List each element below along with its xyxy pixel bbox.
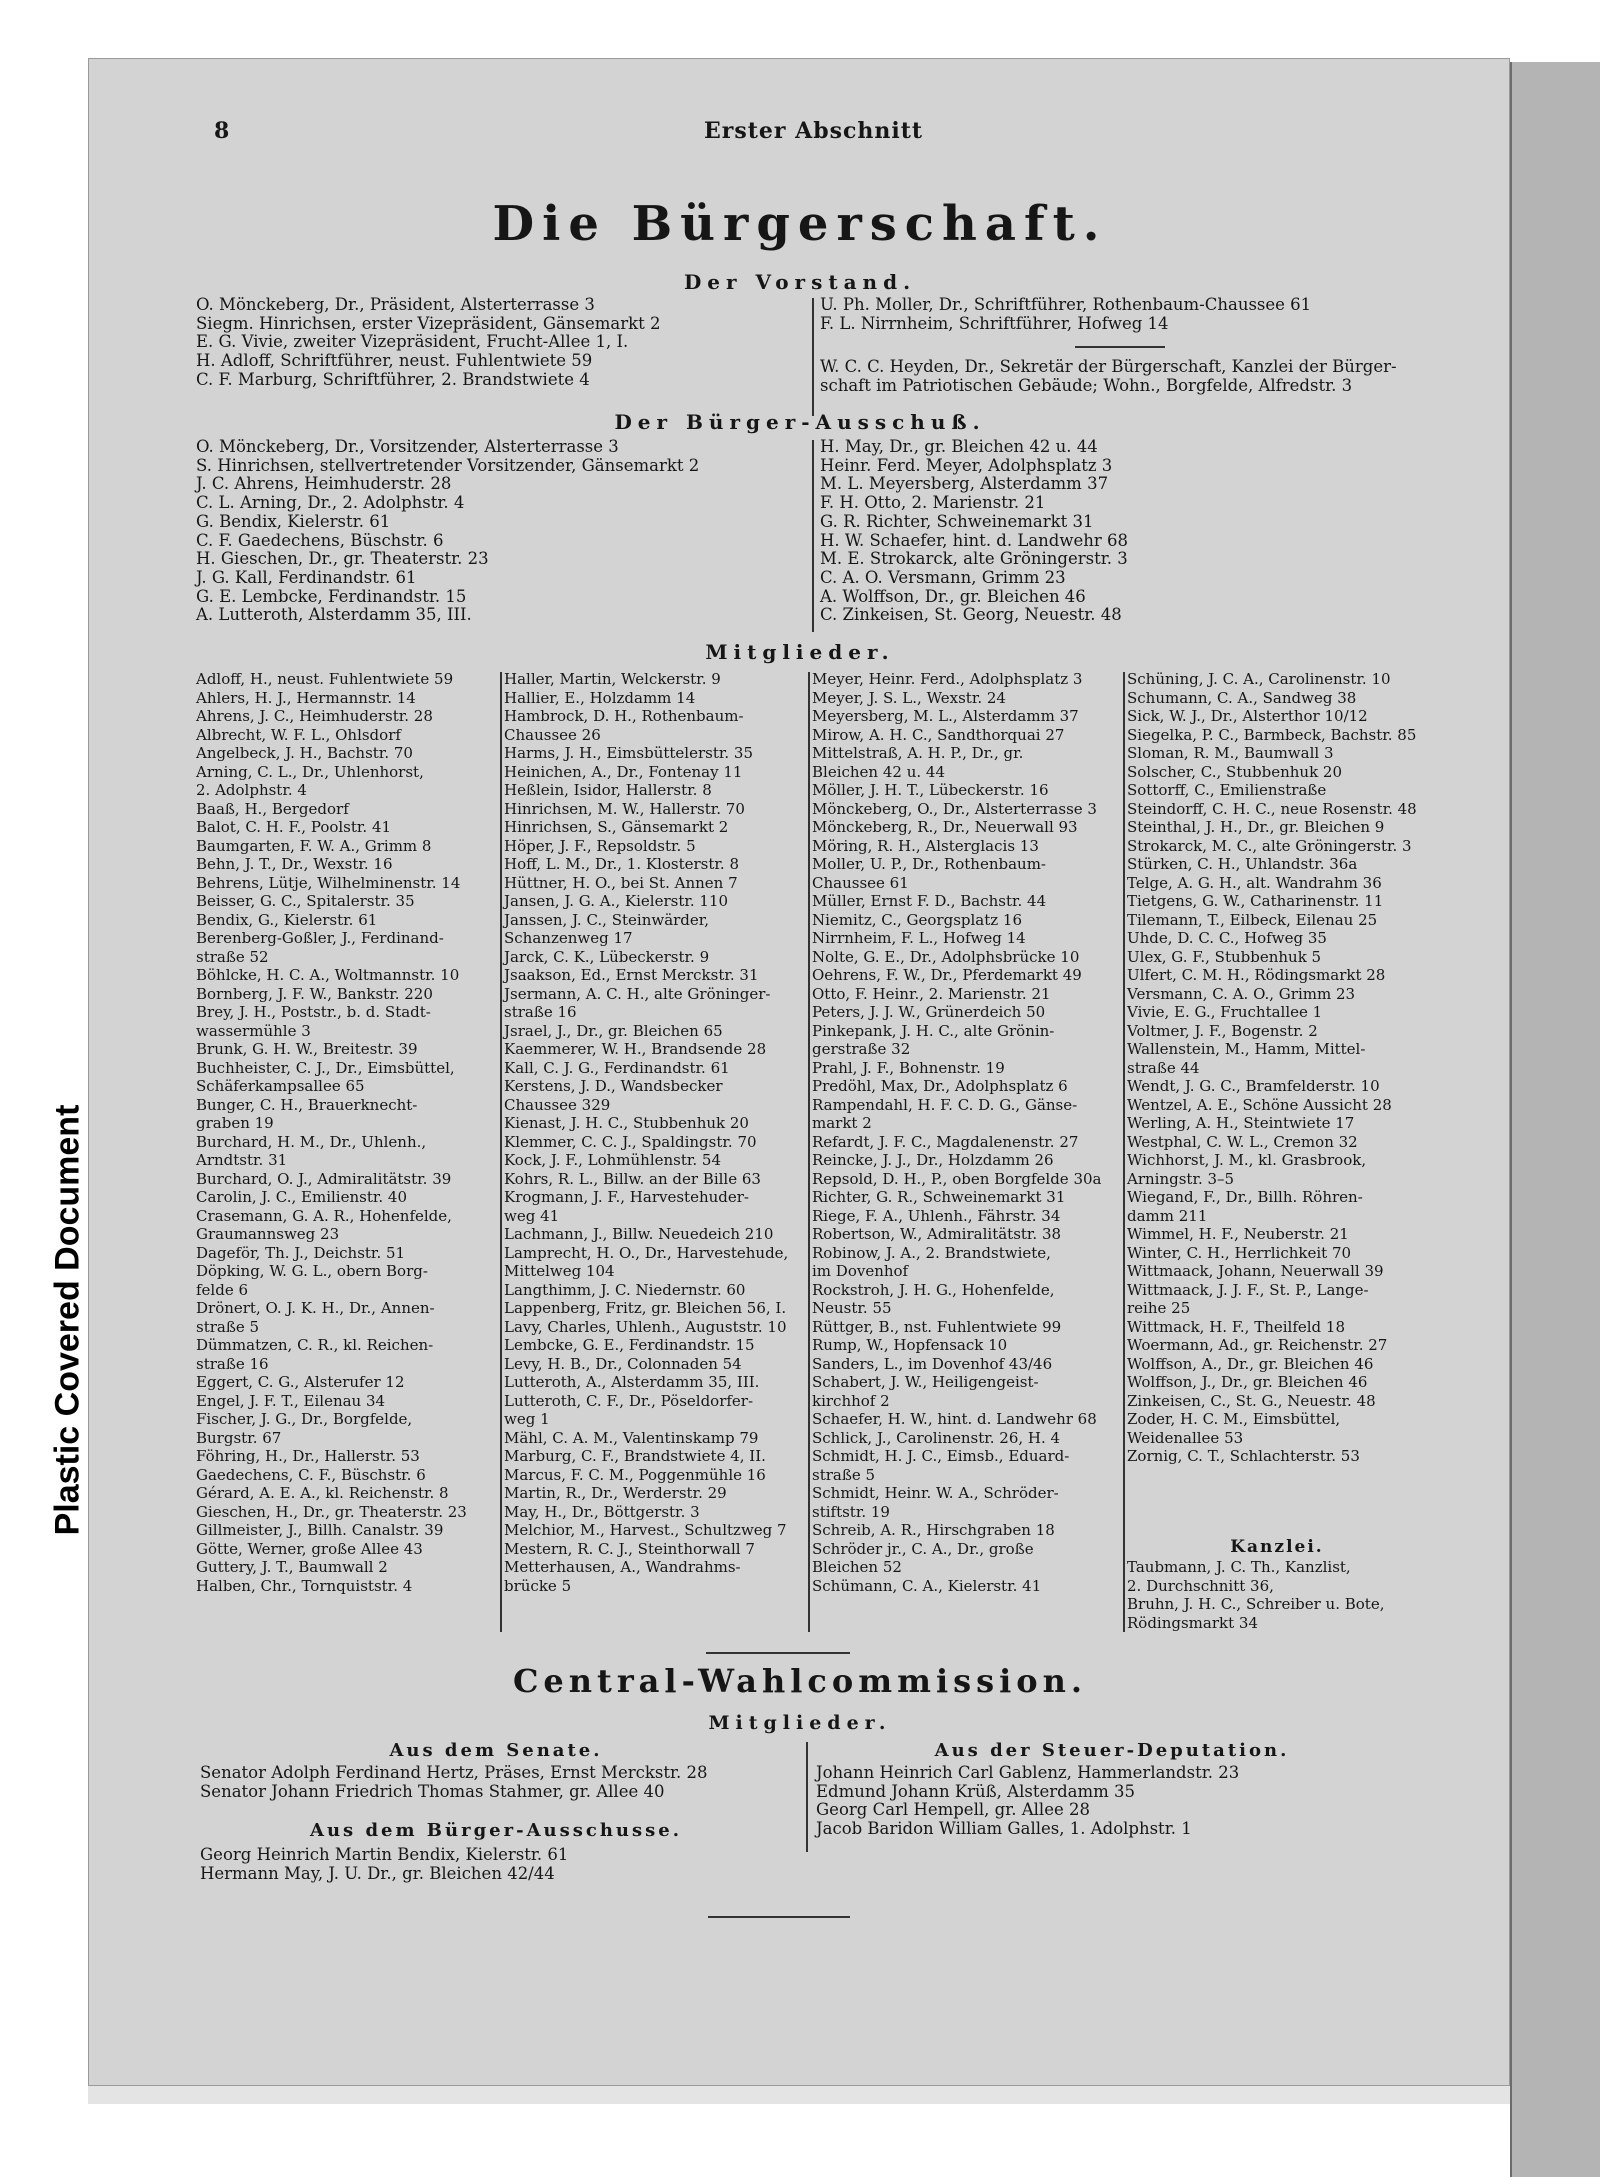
entry-line: Schümann, C. A., Kielerstr. 41 bbox=[812, 1576, 1042, 1595]
entry-line: Chaussee 26 bbox=[504, 725, 601, 744]
entry-line: Siegm. Hinrichsen, erster Vizepräsident, Gänsemarkt 2 bbox=[196, 313, 661, 333]
entry-line: Neustr. 55 bbox=[812, 1299, 892, 1317]
kanzlei-heading: Kanzlei. bbox=[1230, 1537, 1324, 1557]
column-divider bbox=[808, 672, 810, 1632]
entry-line: Wiegand, F., Dr., Billh. Röhren- bbox=[1127, 1188, 1363, 1206]
entry-line: Jacob Baridon William Galles, 1. Adolphstr. 1 bbox=[816, 1819, 1192, 1839]
entry-line: Kienast, J. H. C., Stubbenhuk 20 bbox=[504, 1114, 749, 1132]
entry-line: Vivie, E. G., Fruchtallee 1 bbox=[1127, 1003, 1323, 1021]
entry-line: Harms, J. H., Eimsbüttelerstr. 35 bbox=[504, 744, 754, 762]
entry-line: Meyer, J. S. L., Wexstr. 24 bbox=[812, 688, 1006, 707]
vorstand-left-list bbox=[196, 296, 660, 390]
entry-line: Balot, C. H. F., Poolstr. 41 bbox=[196, 818, 392, 836]
entry-line: Kall, C. J. G., Ferdinandstr. 61 bbox=[504, 1058, 730, 1077]
members-column-4 bbox=[1127, 670, 1417, 1466]
entry-line: Müller, Ernst F. D., Bachstr. 44 bbox=[812, 892, 1047, 910]
running-head: Erster Abschnitt bbox=[704, 118, 924, 144]
entry-line: markt 2 bbox=[812, 1114, 872, 1132]
entry-line: A. Wolffson, Dr., gr. Bleichen 46 bbox=[820, 586, 1086, 606]
entry-line: Nolte, G. E., Dr., Adolphsbrücke 10 bbox=[812, 947, 1080, 966]
entry-line: Wittmaack, J. J. F., St. P., Lange- bbox=[1127, 1280, 1369, 1299]
entry-line: Lamprecht, H. O., Dr., Harvestehude, bbox=[504, 1243, 789, 1262]
entry-line: E. G. Vivie, zweiter Vizepräsident, Frucht-Allee 1, I. bbox=[196, 332, 629, 352]
members-column-2 bbox=[504, 670, 788, 1595]
entry-line: Gillmeister, J., Billh. Canalstr. 39 bbox=[196, 1521, 444, 1539]
entry-line: Kerstens, J. D., Wandsbecker bbox=[504, 1077, 723, 1095]
entry-line: Georg Heinrich Martin Bendix, Kielerstr. 61 bbox=[200, 1845, 569, 1864]
section-heading-mitglieder: Mitglieder. bbox=[705, 640, 895, 664]
entry-line: Hinrichsen, S., Gänsemarkt 2 bbox=[504, 818, 729, 836]
entry-line: Lembcke, G. E., Ferdinandstr. 15 bbox=[504, 1336, 755, 1354]
entry-line: Mittelweg 104 bbox=[504, 1262, 615, 1280]
entry-line: reihe 25 bbox=[1127, 1299, 1191, 1317]
entry-line: Marcus, F. C. M., Poggenmühle 16 bbox=[504, 1465, 766, 1484]
entry-line: Levy, H. B., Dr., Colonnaden 54 bbox=[504, 1354, 742, 1373]
entry-line: M. L. Meyersberg, Alsterdamm 37 bbox=[820, 474, 1109, 494]
entry-line: Gérard, A. E. A., kl. Reichenstr. 8 bbox=[196, 1484, 449, 1502]
column-divider bbox=[812, 440, 814, 632]
entry-line: Westphal, C. W. L., Cremon 32 bbox=[1127, 1132, 1358, 1151]
entry-line: stiftstr. 19 bbox=[812, 1502, 890, 1521]
entry-line: Angelbeck, J. H., Bachstr. 70 bbox=[196, 744, 413, 762]
entry-line: Sanders, L., im Dovenhof 43/46 bbox=[812, 1354, 1053, 1373]
entry-line: J. C. Ahrens, Heimhuderstr. 28 bbox=[196, 474, 452, 494]
steuer-heading: Aus der Steuer-Deputation. bbox=[934, 1740, 1290, 1761]
entry-line: Möring, R. H., Alsterglacis 13 bbox=[812, 836, 1039, 855]
entry-line: Mönckeberg, R., Dr., Neuerwall 93 bbox=[812, 818, 1078, 836]
entry-line: Robinow, J. A., 2. Brandstwiete, bbox=[812, 1243, 1051, 1262]
entry-line: Arndtstr. 31 bbox=[196, 1151, 288, 1169]
entry-line: Uhde, D. C. C., Hofweg 35 bbox=[1127, 929, 1327, 947]
entry-line: Lavy, Charles, Uhlenh., Auguststr. 10 bbox=[504, 1317, 787, 1336]
section-heading-ausschuss: Der Bürger-Ausschuß. bbox=[614, 410, 986, 434]
entry-line: Senator Adolph Ferdinand Hertz, Präses, Ernst Merckstr. 28 bbox=[200, 1763, 708, 1782]
entry-line: Wolffson, J., Dr., gr. Bleichen 46 bbox=[1127, 1373, 1368, 1391]
kanzlei-list bbox=[1127, 1558, 1384, 1632]
entry-line: Beisser, G. C., Spitalerstr. 35 bbox=[196, 892, 415, 910]
entry-line: Tietgens, G. W., Catharinenstr. 11 bbox=[1127, 892, 1384, 910]
entry-line: Weidenallee 53 bbox=[1127, 1428, 1244, 1447]
entry-line: Möller, J. H. T., Lübeckerstr. 16 bbox=[812, 781, 1049, 799]
senat-list bbox=[200, 1764, 708, 1801]
entry-line: Meyersberg, M. L., Alsterdamm 37 bbox=[812, 707, 1079, 725]
entry-line: Behn, J. T., Dr., Wexstr. 16 bbox=[196, 855, 393, 873]
entry-line: im Dovenhof bbox=[812, 1262, 909, 1280]
entry-line: schaft im Patriotischen Gebäude; Wohn., Borgfelde, Alfredstr. 3 bbox=[820, 375, 1353, 395]
entry-line: Albrecht, W. F. L., Ohlsdorf bbox=[196, 725, 401, 744]
entry-line: Burchard, O. J., Admiralitätstr. 39 bbox=[196, 1169, 452, 1188]
entry-line: Janssen, J. C., Steinwärder, bbox=[504, 910, 710, 929]
entry-line: Graumannsweg 23 bbox=[196, 1225, 340, 1243]
entry-line: Bunger, C. H., Brauerknecht- bbox=[196, 1095, 418, 1114]
entry-line: W. C. C. Heyden, Dr., Sekretär der Bürgerschaft, Kanzlei der Bürger- bbox=[820, 357, 1397, 376]
entry-line: Robertson, W., Admiralitätstr. 38 bbox=[812, 1225, 1062, 1243]
entry-line: Wolffson, A., Dr., gr. Bleichen 46 bbox=[1127, 1354, 1374, 1373]
entry-line: Stürken, C. H., Uhlandstr. 36a bbox=[1127, 855, 1358, 873]
closing-rule bbox=[708, 1916, 850, 1918]
margin-label: Plastic Covered Document bbox=[48, 1104, 87, 1536]
entry-line: Kock, J. F., Lohmühlenstr. 54 bbox=[504, 1151, 722, 1169]
entry-line: Steinthal, J. H., Dr., gr. Bleichen 9 bbox=[1127, 818, 1385, 836]
entry-line: Behrens, Lütje, Wilhelminenstr. 14 bbox=[196, 873, 461, 892]
steuer-list bbox=[816, 1764, 1239, 1839]
entry-line: Peters, J. J. W., Grünerdeich 50 bbox=[812, 1003, 1046, 1021]
entry-line: Bruhn, J. H. C., Schreiber u. Bote, bbox=[1127, 1595, 1385, 1613]
entry-line: Klemmer, C. C. J., Spaldingstr. 70 bbox=[504, 1132, 757, 1151]
entry-line: May, H., Dr., Böttgerstr. 3 bbox=[504, 1502, 700, 1521]
entry-line: Götte, Werner, große Allee 43 bbox=[196, 1539, 423, 1558]
entry-line: Buchheister, C. J., Dr., Eimsbüttel, bbox=[196, 1058, 455, 1077]
entry-line: Nirrnheim, F. L., Hofweg 14 bbox=[812, 929, 1026, 947]
entry-line: kirchhof 2 bbox=[812, 1391, 890, 1410]
entry-line: brücke 5 bbox=[504, 1576, 572, 1595]
entry-line: F. L. Nirrnheim, Schriftführer, Hofweg 14 bbox=[820, 313, 1169, 333]
entry-line: O. Mönckeberg, Dr., Präsident, Alsterterrasse 3 bbox=[196, 295, 595, 314]
entry-line: Halben, Chr., Tornquiststr. 4 bbox=[196, 1576, 413, 1595]
entry-line: C. Zinkeisen, St. Georg, Neuestr. 48 bbox=[820, 605, 1122, 625]
entry-line: Bleichen 42 u. 44 bbox=[812, 762, 946, 781]
members-column-3 bbox=[812, 670, 1101, 1595]
entry-line: Ulex, G. F., Stubbenhuk 5 bbox=[1127, 947, 1322, 966]
entry-line: Rüttger, B., nst. Fuhlentwiete 99 bbox=[812, 1317, 1062, 1336]
entry-line: G. R. Richter, Schweinemarkt 31 bbox=[820, 511, 1094, 531]
entry-line: Taubmann, J. C. Th., Kanzlist, bbox=[1127, 1558, 1351, 1576]
entry-line: U. Ph. Moller, Dr., Schriftführer, Rothenbaum-Chaussee 61 bbox=[820, 295, 1312, 314]
entry-line: Wentzel, A. E., Schöne Aussicht 28 bbox=[1127, 1095, 1392, 1114]
entry-line: J. G. Kall, Ferdinandstr. 61 bbox=[196, 567, 417, 587]
entry-line: 2. Durchschnitt 36, bbox=[1127, 1576, 1274, 1595]
entry-line: Schreib, A. R., Hirschgraben 18 bbox=[812, 1521, 1055, 1539]
entry-line: Hinrichsen, M. W., Hallerstr. 70 bbox=[504, 799, 745, 818]
entry-line: Jarck, C. K., Lübeckerstr. 9 bbox=[504, 947, 710, 966]
entry-line: Drönert, O. J. K. H., Dr., Annen- bbox=[196, 1299, 435, 1317]
entry-line: Heinr. Ferd. Meyer, Adolphsplatz 3 bbox=[820, 455, 1113, 475]
entry-line: Böhlcke, H. C. A., Woltmannstr. 10 bbox=[196, 966, 460, 984]
entry-line: Ulfert, C. M. H., Rödingsmarkt 28 bbox=[1127, 966, 1386, 984]
entry-line: Wittmack, H. F., Theilfeld 18 bbox=[1127, 1317, 1346, 1336]
entry-line: Gieschen, H., Dr., gr. Theaterstr. 23 bbox=[196, 1502, 467, 1521]
ausschuss-left-list bbox=[196, 438, 699, 625]
entry-line: Hallier, E., Holzdamm 14 bbox=[504, 688, 696, 707]
entry-line: Richter, G. R., Schweinemarkt 31 bbox=[812, 1188, 1066, 1206]
entry-line: Wallenstein, M., Hamm, Mittel- bbox=[1127, 1040, 1366, 1058]
entry-line: C. L. Arning, Dr., 2. Adolphstr. 4 bbox=[196, 493, 465, 513]
entry-line: Dümmatzen, C. R., kl. Reichen- bbox=[196, 1336, 434, 1354]
entry-line: Zornig, C. T., Schlachterstr. 53 bbox=[1127, 1447, 1360, 1465]
entry-line: Wendt, J. G. C., Bramfelderstr. 10 bbox=[1127, 1077, 1380, 1095]
entry-line: Schumann, C. A., Sandweg 38 bbox=[1127, 688, 1357, 707]
entry-line: Reincke, J. J., Dr., Holzdamm 26 bbox=[812, 1151, 1054, 1169]
entry-line: Wichhorst, J. M., kl. Grasbrook, bbox=[1127, 1151, 1367, 1169]
entry-line: straße 5 bbox=[812, 1465, 876, 1484]
entry-line: Dageför, Th. J., Deichstr. 51 bbox=[196, 1243, 406, 1262]
entry-line: Hoff, L. M., Dr., 1. Klosterstr. 8 bbox=[504, 855, 739, 873]
entry-line: M. E. Strokarck, alte Gröningerstr. 3 bbox=[820, 549, 1128, 569]
entry-line: Prahl, J. F., Bohnenstr. 19 bbox=[812, 1058, 1005, 1077]
entry-line: gerstraße 32 bbox=[812, 1040, 911, 1058]
entry-line: Schüning, J. C. A., Carolinenstr. 10 bbox=[1127, 670, 1391, 688]
entry-line: Kohrs, R. L., Billw. an der Bille 63 bbox=[504, 1169, 761, 1188]
senat-heading: Aus dem Senate. bbox=[389, 1740, 603, 1761]
page-shadow bbox=[88, 2086, 1510, 2104]
column-divider bbox=[806, 1742, 808, 1852]
entry-line: Lachmann, J., Billw. Neuedeich 210 bbox=[504, 1225, 774, 1243]
entry-line: Krogmann, J. F., Harvestehuder- bbox=[504, 1188, 749, 1206]
entry-line: Versmann, C. A. O., Grimm 23 bbox=[1127, 984, 1356, 1003]
entry-line: Brunk, G. H. W., Breitestr. 39 bbox=[196, 1040, 418, 1058]
column-divider bbox=[1123, 672, 1125, 1632]
entry-line: S. Hinrichsen, stellvertretender Vorsitzender, Gänsemarkt 2 bbox=[196, 455, 700, 475]
entry-line: C. A. O. Versmann, Grimm 23 bbox=[820, 567, 1066, 587]
entry-line: Winter, C. H., Herrlichkeit 70 bbox=[1127, 1243, 1352, 1262]
entry-line: Schmidt, Heinr. W. A., Schröder- bbox=[812, 1484, 1059, 1502]
entry-line: Werling, A. H., Steintwiete 17 bbox=[1127, 1114, 1355, 1132]
entry-line: Schabert, J. W., Heiligengeist- bbox=[812, 1373, 1039, 1391]
entry-line: Refardt, J. F. C., Magdalenenstr. 27 bbox=[812, 1132, 1079, 1151]
ausschuss-subheading: Aus dem Bürger-Ausschusse. bbox=[309, 1820, 683, 1841]
entry-line: Siegelka, P. C., Barmbeck, Bachstr. 85 bbox=[1127, 725, 1417, 744]
entry-line: straße 16 bbox=[504, 1003, 577, 1021]
entry-line: H. Gieschen, Dr., gr. Theaterstr. 23 bbox=[196, 549, 489, 569]
entry-line: damm 211 bbox=[1127, 1206, 1208, 1225]
entry-line: Schäferkampsallee 65 bbox=[196, 1077, 365, 1095]
entry-line: felde 6 bbox=[196, 1280, 249, 1299]
entry-line: Sick, W. J., Dr., Alsterthor 10/12 bbox=[1127, 707, 1368, 725]
entry-line: Meyer, Heinr. Ferd., Adolphsplatz 3 bbox=[812, 670, 1083, 688]
entry-line: Bleichen 52 bbox=[812, 1558, 902, 1576]
entry-line: Steindorff, C. H. C., neue Rosenstr. 48 bbox=[1127, 799, 1417, 818]
members-column-1 bbox=[196, 670, 467, 1595]
entry-line: Bendix, G., Kielerstr. 61 bbox=[196, 910, 378, 929]
entry-line: Edmund Johann Krüß, Alsterdamm 35 bbox=[816, 1781, 1136, 1801]
entry-line: Lutteroth, A., Alsterdamm 35, III. bbox=[504, 1373, 760, 1391]
entry-line: Baumgarten, F. W. A., Grimm 8 bbox=[196, 836, 432, 855]
entry-line: Gaedechens, C. F., Büschstr. 6 bbox=[196, 1465, 426, 1484]
entry-line: Arningstr. 3–5 bbox=[1127, 1169, 1235, 1188]
entry-line: Hüttner, H. O., bei St. Annen 7 bbox=[504, 873, 738, 892]
entry-line: Crasemann, G. A. R., Hohenfelde, bbox=[196, 1206, 452, 1225]
entry-line: Lutteroth, C. F., Dr., Pöseldorfer- bbox=[504, 1391, 754, 1410]
entry-line: G. E. Lembcke, Ferdinandstr. 15 bbox=[196, 586, 467, 606]
adjacent-page-edge bbox=[1510, 62, 1600, 2177]
entry-line: Heinichen, A., Dr., Fontenay 11 bbox=[504, 762, 743, 781]
entry-line: straße 52 bbox=[196, 947, 269, 966]
entry-line: Rödingsmarkt 34 bbox=[1127, 1613, 1258, 1632]
entry-line: Niemitz, C., Georgsplatz 16 bbox=[812, 910, 1023, 929]
entry-line: Moller, U. P., Dr., Rothenbaum- bbox=[812, 855, 1046, 873]
entry-line: F. H. Otto, 2. Marienstr. 21 bbox=[820, 493, 1046, 513]
entry-line: Lappenberg, Fritz, gr. Bleichen 56, I. bbox=[504, 1299, 787, 1317]
entry-line: Mittelstraß, A. H. P., Dr., gr. bbox=[812, 744, 1024, 762]
entry-line: Otto, F. Heinr., 2. Marienstr. 21 bbox=[812, 984, 1051, 1003]
entry-line: Zinkeisen, C., St. G., Neuestr. 48 bbox=[1127, 1391, 1376, 1410]
entry-line: 2. Adolphstr. 4 bbox=[196, 781, 307, 799]
column-divider bbox=[812, 298, 814, 416]
entry-line: C. F. Gaedechens, Büschstr. 6 bbox=[196, 530, 444, 550]
entry-line: Haller, Martin, Welckerstr. 9 bbox=[504, 670, 721, 688]
entry-line: Schaefer, H. W., hint. d. Landwehr 68 bbox=[812, 1410, 1097, 1428]
entry-line: Mönckeberg, O., Dr., Alsterterrasse 3 bbox=[812, 799, 1097, 818]
entry-line: H. W. Schaefer, hint. d. Landwehr 68 bbox=[820, 530, 1128, 550]
entry-line: Senator Johann Friedrich Thomas Stahmer, gr. Allee 40 bbox=[200, 1781, 665, 1801]
entry-line: Jansen, J. G. A., Kielerstr. 110 bbox=[504, 892, 729, 910]
entry-line: Voltmer, J. F., Bogenstr. 2 bbox=[1127, 1021, 1318, 1040]
entry-line: Föhring, H., Dr., Hallerstr. 53 bbox=[196, 1447, 420, 1465]
entry-line: Sottorff, C., Emilienstraße bbox=[1127, 781, 1327, 799]
entry-line: H. May, Dr., gr. Bleichen 42 u. 44 bbox=[820, 437, 1098, 456]
entry-line: Tilemann, T., Eilbeck, Eilenau 25 bbox=[1127, 910, 1378, 929]
entry-line: Baaß, H., Bergedorf bbox=[196, 799, 349, 818]
entry-line: Johann Heinrich Carl Gablenz, Hammerlandstr. 23 bbox=[816, 1763, 1240, 1782]
entry-line: Telge, A. G. H., alt. Wandrahm 36 bbox=[1127, 873, 1382, 892]
entry-line: Repsold, D. H., P., oben Borgfelde 30a bbox=[812, 1169, 1102, 1188]
short-rule bbox=[706, 1652, 850, 1654]
entry-line: O. Mönckeberg, Dr., Vorsitzender, Alsterterrasse 3 bbox=[196, 437, 619, 456]
entry-line: Adloff, H., neust. Fuhlentwiete 59 bbox=[196, 670, 454, 688]
entry-line: Mestern, R. C. J., Steinthorwall 7 bbox=[504, 1539, 755, 1558]
entry-line: Fischer, J. G., Dr., Borgfelde, bbox=[196, 1410, 413, 1428]
entry-line: Burgstr. 67 bbox=[196, 1428, 282, 1447]
entry-line: Melchior, M., Harvest., Schultzweg 7 bbox=[504, 1521, 787, 1539]
entry-line: Eggert, C. G., Alsterufer 12 bbox=[196, 1373, 405, 1391]
entry-line: Burchard, H. M., Dr., Uhlenh., bbox=[196, 1132, 427, 1151]
entry-line: Metterhausen, A., Wandrahms- bbox=[504, 1558, 741, 1576]
entry-line: Langthimm, J. C. Niedernstr. 60 bbox=[504, 1280, 746, 1299]
entry-line: Heßlein, Isidor, Hallerstr. 8 bbox=[504, 781, 712, 799]
entry-line: Marburg, C. F., Brandstwiete 4, II. bbox=[504, 1447, 766, 1465]
entry-line: Arning, C. L., Dr., Uhlenhorst, bbox=[196, 762, 424, 781]
entry-line: Hermann May, J. U. Dr., gr. Bleichen 42/44 bbox=[200, 1863, 555, 1883]
page-title: Die Bürgerschaft. bbox=[492, 196, 1108, 252]
entry-line: Schröder jr., C. A., Dr., große bbox=[812, 1539, 1034, 1558]
entry-line: wassermühle 3 bbox=[196, 1021, 311, 1040]
entry-line: Jsaakson, Ed., Ernst Merckstr. 31 bbox=[504, 966, 759, 984]
entry-line: Jsrael, J., Dr., gr. Bleichen 65 bbox=[504, 1021, 723, 1040]
entry-line: weg 41 bbox=[504, 1206, 560, 1225]
entry-line: Oehrens, F. W., Dr., Pferdemarkt 49 bbox=[812, 966, 1082, 984]
entry-line: Rump, W., Hopfensack 10 bbox=[812, 1336, 1008, 1354]
entry-line: straße 44 bbox=[1127, 1058, 1200, 1077]
entry-line: Mirow, A. H. C., Sandthorquai 27 bbox=[812, 725, 1065, 744]
entry-line: Schmidt, H. J. C., Eimsb., Eduard- bbox=[812, 1447, 1070, 1465]
entry-line: Guttery, J. T., Baumwall 2 bbox=[196, 1558, 388, 1576]
entry-line: Strokarck, M. C., alte Gröningerstr. 3 bbox=[1127, 836, 1412, 855]
entry-line: H. Adloff, Schriftführer, neust. Fuhlentwiete 59 bbox=[196, 351, 593, 371]
entry-line: C. F. Marburg, Schriftführer, 2. Brandstwiete 4 bbox=[196, 369, 590, 389]
entry-line: Engel, J. F. T., Eilenau 34 bbox=[196, 1391, 386, 1410]
entry-line: Rampendahl, H. F. C. D. G., Gänse- bbox=[812, 1095, 1078, 1114]
column-divider bbox=[500, 672, 502, 1632]
entry-line: Sloman, R. M., Baumwall 3 bbox=[1127, 744, 1334, 762]
entry-line: Martin, R., Dr., Werderstr. 29 bbox=[504, 1484, 727, 1502]
entry-line: Bornberg, J. F. W., Bankstr. 220 bbox=[196, 984, 433, 1003]
wahl-ausschuss-list bbox=[200, 1846, 568, 1883]
entry-line: Chaussee 329 bbox=[504, 1095, 611, 1114]
entry-line: Berenberg-Goßler, J., Ferdinand- bbox=[196, 929, 444, 947]
entry-line: G. Bendix, Kielerstr. 61 bbox=[196, 511, 391, 531]
entry-line: graben 19 bbox=[196, 1114, 274, 1132]
entry-line: Georg Carl Hempell, gr. Allee 28 bbox=[816, 1800, 1090, 1820]
entry-line: straße 5 bbox=[196, 1317, 260, 1336]
entry-line: Ahlers, H. J., Hermannstr. 14 bbox=[196, 688, 416, 707]
section-heading-vorstand: Der Vorstand. bbox=[683, 270, 917, 294]
page-number: 8 bbox=[214, 118, 230, 144]
wahl-subheading: Mitglieder. bbox=[708, 1712, 892, 1734]
entry-line: Mähl, C. A. M., Valentinskamp 79 bbox=[504, 1428, 759, 1447]
entry-line: Döpking, W. G. L., obern Borg- bbox=[196, 1262, 428, 1280]
secretary-entry bbox=[820, 358, 1397, 395]
entry-line: Woermann, Ad., gr. Reichenstr. 27 bbox=[1127, 1336, 1388, 1354]
entry-line: Zoder, H. C. M., Eimsbüttel, bbox=[1127, 1410, 1341, 1428]
entry-line: Schlick, J., Carolinenstr. 26, H. 4 bbox=[812, 1428, 1061, 1447]
ausschuss-right-list bbox=[820, 438, 1128, 625]
entry-line: Hambrock, D. H., Rothenbaum- bbox=[504, 707, 744, 725]
entry-line: Riege, F. A., Uhlenh., Fährstr. 34 bbox=[812, 1206, 1061, 1225]
entry-line: Pinkepank, J. H. C., alte Grönin- bbox=[812, 1021, 1055, 1040]
entry-line: A. Lutteroth, Alsterdamm 35, III. bbox=[196, 605, 472, 625]
entry-line: Predöhl, Max, Dr., Adolphsplatz 6 bbox=[812, 1077, 1068, 1095]
entry-line: Carolin, J. C., Emilienstr. 40 bbox=[196, 1188, 408, 1206]
wahl-title: Central-Wahlcommission. bbox=[512, 1662, 1088, 1700]
entry-line: Schanzenweg 17 bbox=[504, 929, 633, 947]
entry-line: Wittmaack, Johann, Neuerwall 39 bbox=[1127, 1262, 1384, 1280]
entry-line: Jsermann, A. C. H., alte Gröninger- bbox=[504, 984, 771, 1003]
short-rule bbox=[1075, 346, 1165, 348]
entry-line: Rockstroh, J. H. G., Hohenfelde, bbox=[812, 1280, 1055, 1299]
entry-line: Wimmel, H. F., Neuberstr. 21 bbox=[1127, 1225, 1349, 1243]
entry-line: Höper, J. F., Repsoldstr. 5 bbox=[504, 836, 696, 855]
entry-line: Brey, J. H., Poststr., b. d. Stadt- bbox=[196, 1003, 431, 1021]
entry-line: straße 16 bbox=[196, 1354, 269, 1373]
vorstand-right-list bbox=[820, 296, 1311, 333]
entry-line: weg 1 bbox=[504, 1410, 550, 1428]
entry-line: Kaemmerer, W. H., Brandsende 28 bbox=[504, 1040, 767, 1058]
entry-line: Ahrens, J. C., Heimhuderstr. 28 bbox=[196, 707, 433, 725]
entry-line: Solscher, C., Stubbenhuk 20 bbox=[1127, 762, 1343, 781]
entry-line: Chaussee 61 bbox=[812, 873, 909, 892]
